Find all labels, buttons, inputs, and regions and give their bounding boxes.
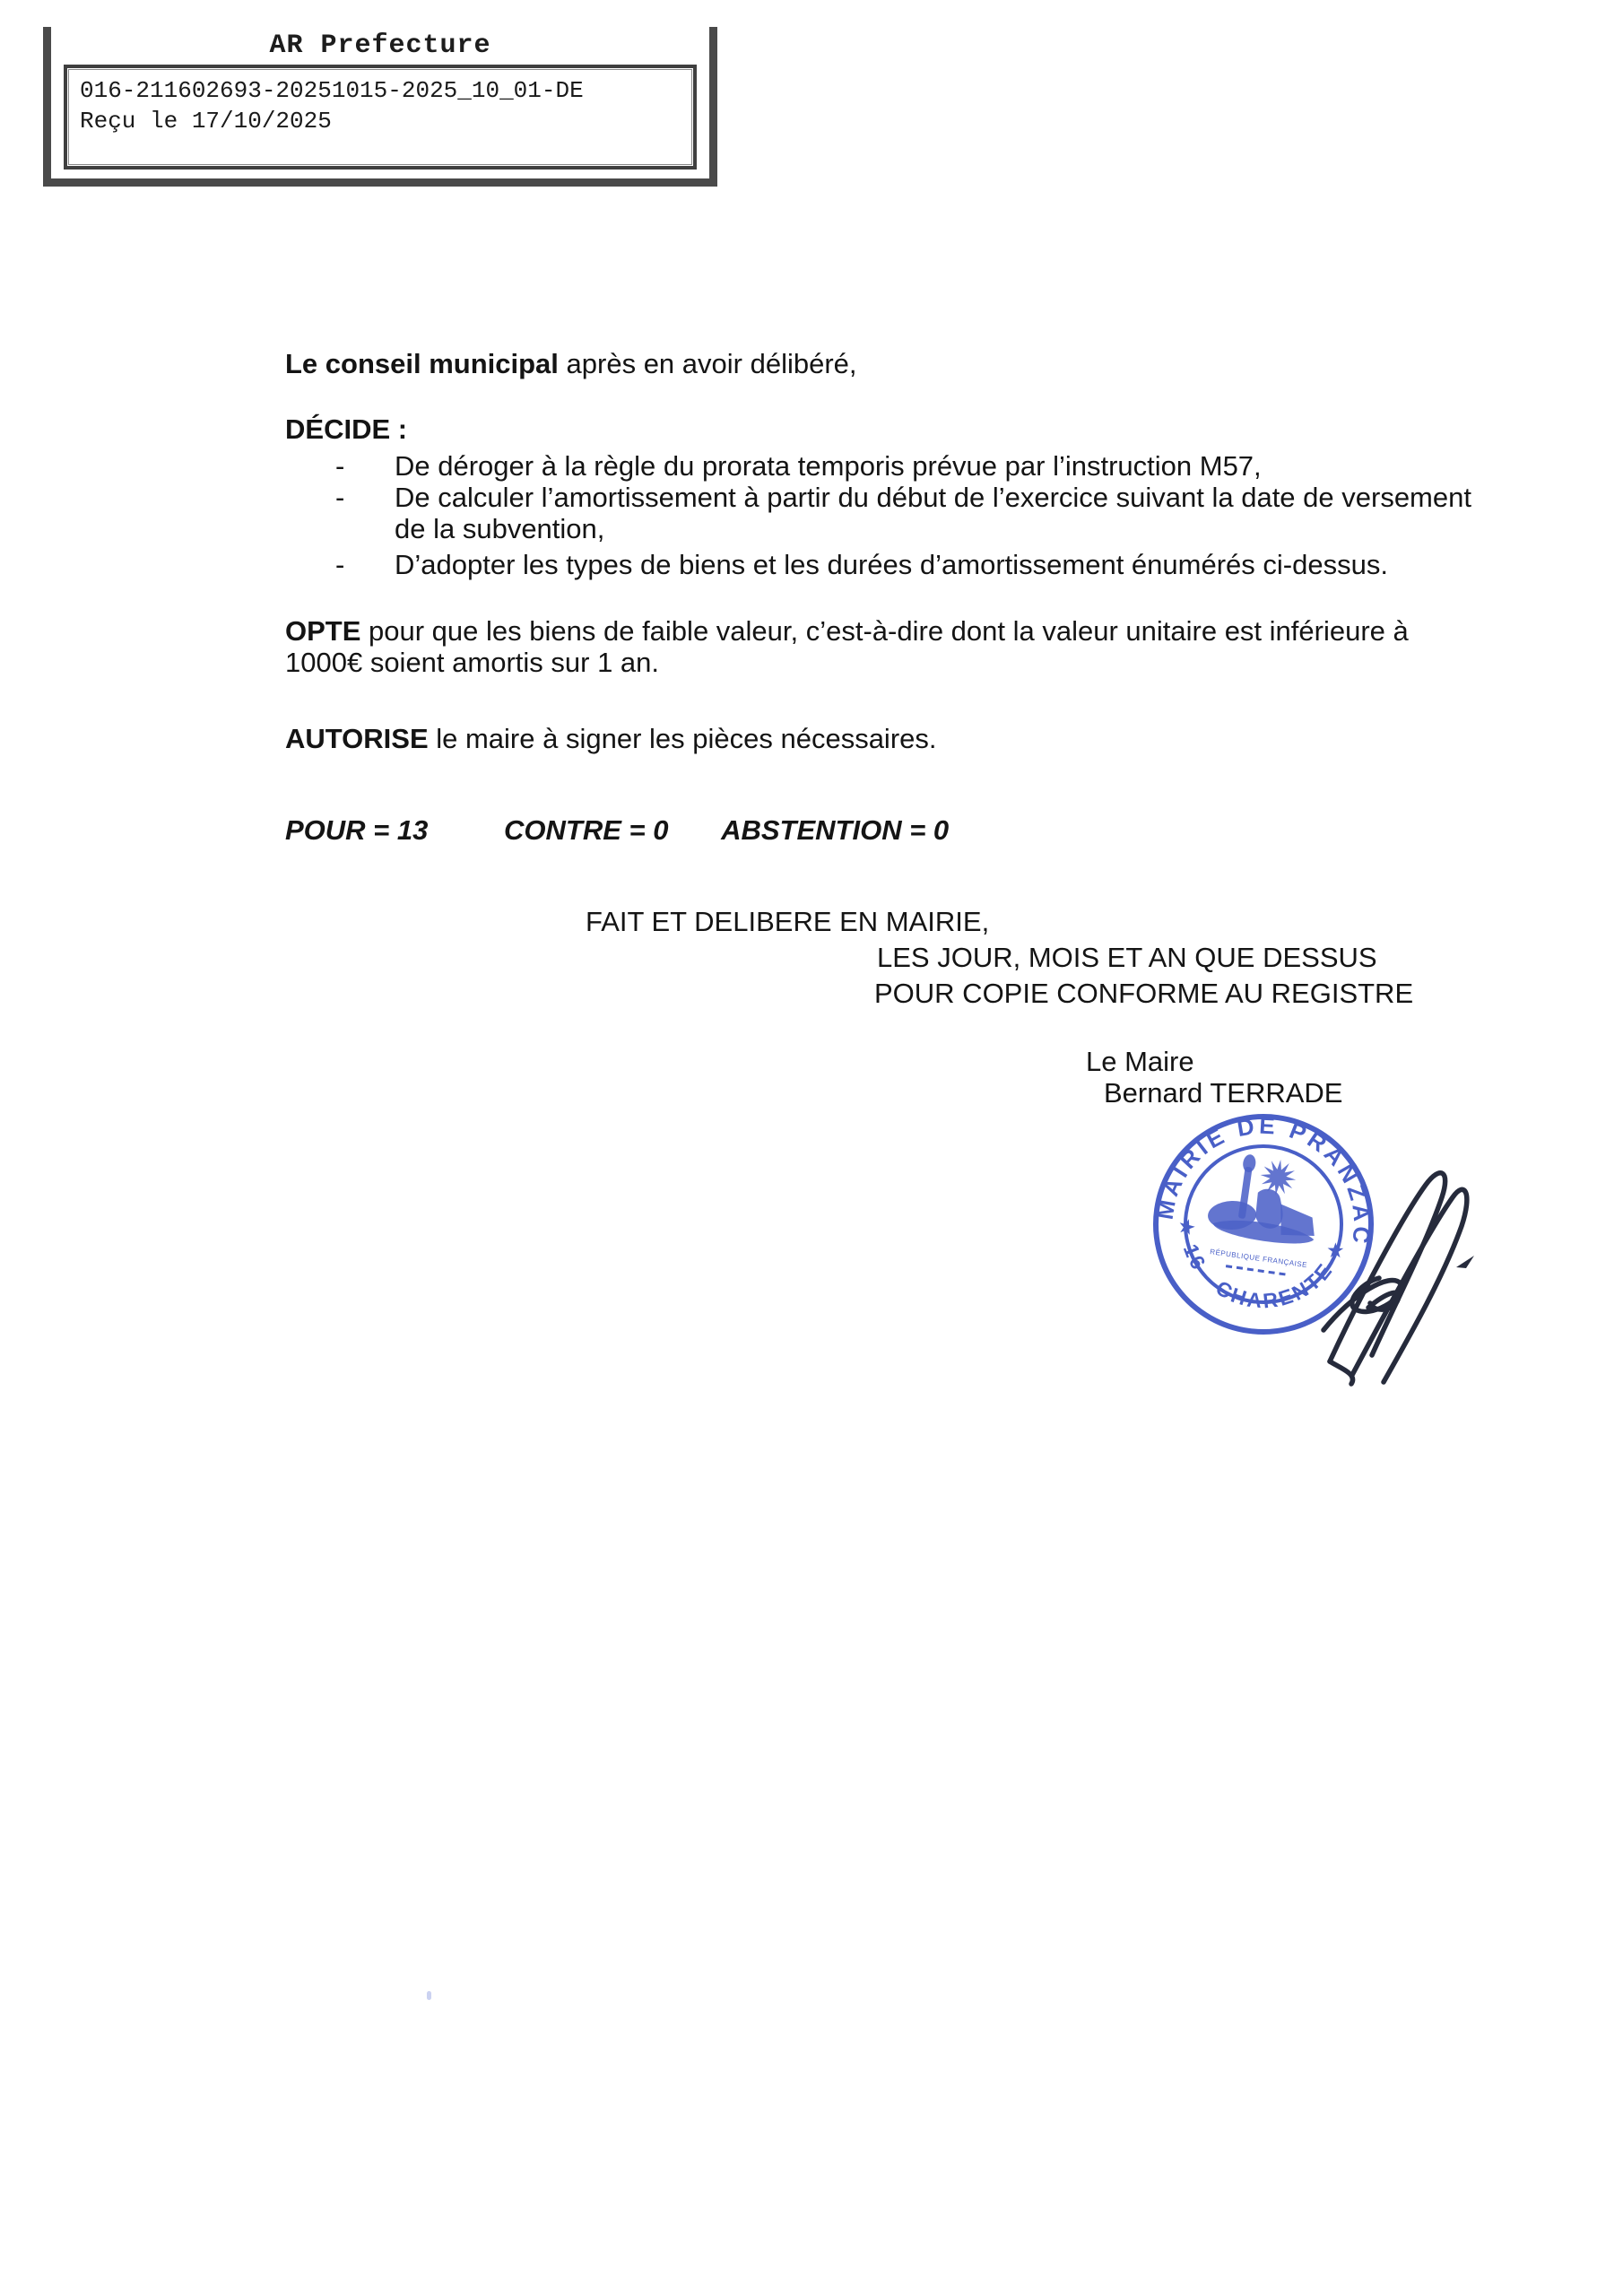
ar-prefecture-title: AR Prefecture (269, 30, 491, 61)
intro-rest: après en avoir délibéré, (558, 348, 857, 379)
autorise-bold: AUTORISE (285, 723, 429, 754)
bullet-3-text: D’adopter les types de biens et les durées d’amortissement énumérés ci-dessus. (395, 549, 1388, 580)
opte-rest: pour que les biens de faible valeur, c’est-à-dire dont la valeur unitaire est inférieure à (360, 615, 1409, 647)
opte-bold: OPTE (285, 615, 361, 647)
vote-results (285, 814, 949, 846)
vote-contre: CONTRE = 0 (504, 814, 669, 846)
ar-prefecture-stamp (43, 27, 717, 187)
intro-paragraph (285, 348, 857, 379)
ink-speck (427, 1991, 431, 2000)
opte-paragraph-line1 (285, 615, 1409, 647)
vote-pour: POUR = 13 (285, 814, 429, 846)
vote-abstention: ABSTENTION = 0 (721, 814, 950, 846)
bullet-2-text-line2: de la subvention, (395, 513, 605, 544)
bullet-2-text-line1: De calculer l’amortissement à partir du début de l’exercice suivant la date de versement (395, 482, 1471, 513)
signature-arrow-mark (1456, 1256, 1474, 1268)
ar-reference-number: 016-211602693-20251015-2025_10_01-DE (80, 77, 584, 104)
stamp-ground-line (1226, 1266, 1289, 1275)
ar-received-date: Reçu le 17/10/2025 (80, 108, 332, 135)
closing-line-3: POUR COPIE CONFORME AU REGISTRE (874, 978, 1414, 1009)
opte-paragraph-line2: 1000€ soient amortis sur 1 an. (285, 647, 660, 678)
bullet-dash-1: - (335, 450, 345, 482)
bullet-dash-2: - (335, 482, 345, 513)
closing-line-2: LES JOUR, MOIS ET AN QUE DESSUS (877, 942, 1377, 973)
bullet-dash-3: - (335, 549, 345, 580)
decide-heading: DÉCIDE : (285, 413, 408, 445)
bullet-1-text: De déroger à la règle du prorata temporis prévue par l’instruction M57, (395, 450, 1262, 482)
signature-role: Le Maire (1086, 1046, 1194, 1077)
intro-bold: Le conseil municipal (285, 348, 559, 379)
autorise-paragraph (285, 723, 937, 754)
stamp-center-caption: RÉPUBLIQUE FRANÇAISE (1209, 1248, 1308, 1270)
autorise-rest: le maire à signer les pièces nécessaires. (428, 723, 937, 754)
signature-scribble (1289, 1151, 1482, 1400)
stamp-arc-bottom-text: ★ 16 - CHARENTE ★ (1175, 1217, 1350, 1313)
ar-reference-box (64, 65, 697, 170)
closing-line-1: FAIT ET DELIBERE EN MAIRIE, (586, 906, 990, 937)
stamp-arc-top-text: MAIRIE DE PRANZAC (1150, 1111, 1376, 1249)
signature-name: Bernard TERRADE (1104, 1077, 1343, 1109)
